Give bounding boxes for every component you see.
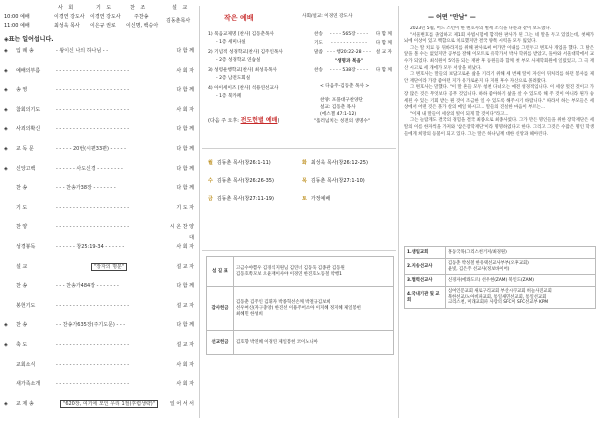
- weekday-preacher: 김동춘 목사(창27:1-10): [310, 178, 365, 184]
- staff-label-3: 선교헌금: [207, 331, 234, 355]
- staff-label-1: 섬 길 표: [207, 257, 234, 287]
- order-bullet: ◈: [4, 106, 8, 113]
- weekday-item: [208, 196, 274, 202]
- order-item-name: 기 도: [16, 204, 28, 211]
- devotion-paragraph: "이제 내 딸들이 세상의 빛이 되게 할 것이다"라고...: [410, 111, 509, 117]
- order-item-name: 교 독 문: [16, 146, 34, 152]
- order-item-name: 사죄의확신: [16, 126, 41, 133]
- schedule-time-2: 11:00 예배: [4, 23, 30, 29]
- order-row: [4, 360, 194, 370]
- order-item-detail: - - - - - - - - - - - - - - - - - - - - - -: [56, 224, 130, 231]
- weekday-preacher: 최성욱 목사(창26:12-25): [310, 160, 368, 166]
- staff-1-line-1: 고금수야쁨우 김경식지원님 김연너 김동욱 김종관 김동원: [236, 265, 345, 271]
- weekday-item: [302, 178, 365, 184]
- schedule-prayer-1: 이경연 강도사: [90, 14, 121, 20]
- staff-cell-2: [234, 287, 394, 331]
- order-bullet: ◈: [4, 87, 8, 94]
- order-item-name: 찬 양: [16, 224, 28, 231]
- devotion-paragraph: 그는 딸 치료 등 뒤바라지를 위해 판사로써 여가만 이내를 그런두고 변호사 개업을 했다. 그 탈은 앞을 볼 수는 없었지만 공부를 잘해 이모트로 유학가서 박사 학위를 받았고, 돌아와 서울대학에서 교수가 되었다. 최석원이 5억을 되는 재판 후 등원들과 함께 첫 부모 사제학회원에 일렀었고, 그 극 재산 시고로 세 개에가 모두 서상을 떠났다.: [404, 45, 594, 71]
- schedule-preacher: 김동춘목사: [166, 18, 191, 24]
- schedule-header-preacher: 설 교: [172, 5, 190, 11]
- small-service-sub-4: - 1층 북카페: [216, 94, 242, 99]
- order-item-detail: - - - - - - - - - - - - - - - - - - - - - -: [56, 381, 130, 388]
- order-item-leader: 다 함 께: [176, 283, 194, 290]
- order-item-leader: 사 회 자: [176, 361, 194, 368]
- afternoon-leader: 다 함 께: [375, 68, 392, 73]
- order-row: [4, 183, 194, 193]
- section-divider: [202, 250, 396, 251]
- schedule-special-1: 주찬송: [134, 14, 149, 20]
- order-item-name: 성경봉독: [16, 244, 36, 250]
- weekday-item: [302, 160, 368, 166]
- afternoon-label: 기도: [314, 41, 323, 46]
- weekday-day: 월: [208, 160, 213, 166]
- order-item-leader: 사 회 자: [176, 67, 194, 74]
- afternoon-detail: - - - - - - - - - - - -: [331, 41, 367, 46]
- devotion-body: [404, 26, 594, 238]
- order-bullet: ◈: [4, 165, 8, 172]
- column-divider: [398, 6, 399, 418]
- afternoon-row: [314, 32, 394, 38]
- order-item-leader: 기 도 자: [176, 204, 194, 211]
- afternoon-row: [314, 50, 394, 56]
- order-row: [4, 164, 194, 174]
- schedule-header-prayer: 기 도: [96, 5, 114, 11]
- devotion-paragraph: 그는 놀랍게도 결국의 경험을 결국 최종으로 최종사였다. 그가 만든 명인들을 위한 장학재단은 세 딸의 이름 한자씩을 가져와 '삼은장학재단'이라 명명하였다고 한다. 그리고 그것은 수많은 명인 학생들에게 희망의 등불이 되고 있다. 그는 딸은 하나님께 대한 신앙과 헤아린다.: [404, 118, 594, 137]
- news-table: [404, 246, 596, 309]
- news-value-2: [446, 259, 596, 275]
- order-item-detail: - - - - - - - - - - - - - - - - - - - - - -: [56, 302, 130, 309]
- staff-table: [206, 256, 394, 355]
- order-item-detail: "620장, 여기에 모인 우리 1절(후렴생략)": [60, 400, 158, 408]
- order-item-detail: - - - 찬송가38장 - - - - - - -: [56, 185, 116, 192]
- order-item-name: 참회의기도: [16, 106, 41, 113]
- small-service-item-3: 3) 성령운행학교[찬사] 최성욱목사: [208, 68, 277, 73]
- order-item-detail: - - - - - - - - - - - - - - - - - - - - - -: [56, 67, 130, 74]
- worship-order-column: [0, 0, 198, 424]
- afternoon-row: [314, 59, 394, 65]
- order-item-leader: 다 함 께: [176, 48, 194, 54]
- order-row: [4, 124, 194, 134]
- order-item-name: 축 도: [16, 342, 28, 348]
- weekday-preacher: 김동춘 목사(창26:26-35): [216, 178, 274, 184]
- news-label-4: 4.국내기관 및 교회: [405, 287, 446, 309]
- weekday-item: [208, 160, 271, 166]
- order-row: [4, 379, 194, 389]
- small-service-item-1: 1) 묵음교제명 [찬사] 김동춘목사: [208, 32, 274, 37]
- order-item-name: 찬 송: [16, 283, 28, 290]
- next-week-line-4: "흘러넘치는 성전의 생명수": [314, 119, 370, 124]
- weekday-day: 토: [302, 196, 307, 202]
- next-week-line-2: 설교: 김동춘 목사: [320, 105, 356, 110]
- schedule-header-leader: 사 회: [58, 5, 76, 11]
- order-item-detail: - - - - - - - - - - - - - - - - - - - - - -: [56, 106, 130, 113]
- devotion-paragraph: 2023년 5월, 어느 스턴이 한 변호사의 별세 소식을 다룬과 같이 보도했다.: [410, 26, 551, 31]
- news-2-line-2: 윤빛, 김은주 선교사(정보바이어): [448, 266, 510, 272]
- order-row: [4, 262, 194, 272]
- order-item-name: 새가족소개: [16, 381, 41, 388]
- order-item-leader: 사 회 자: [176, 106, 194, 113]
- afternoon-detail: "생명과 복음": [334, 59, 364, 64]
- order-item-detail: - - - - - - - - - - - - - - - - - - - - - -: [56, 126, 130, 133]
- order-bullet: ◈: [4, 342, 8, 348]
- order-item-leader: 설 교 자: [176, 263, 194, 270]
- schedule-header-special: 찬 조: [130, 5, 148, 11]
- afternoon-row: [314, 41, 394, 47]
- news-4-line-1: 심여인문교회 새로구리교회 부산시쿠교회 허늘사진교회: [448, 288, 552, 294]
- order-item-name: 봉헌기도: [16, 302, 36, 309]
- order-bullet: ◈: [4, 146, 8, 152]
- order-row: [4, 222, 194, 241]
- order-item-detail: - - - - - 20번(시편33편) - - - - -: [56, 146, 126, 152]
- staff-1-line-2: 김동호쪽모보 오윤재이사야 이경연 한진호노동철 약행1: [236, 271, 342, 277]
- order-row: [4, 340, 194, 350]
- next-week-afternoon-end: ): [277, 118, 280, 124]
- devotion-paragraph: "서울변호를 졸업하고 제1회 사법시험에 합격한 판사가 된 그는 네 딸을 두고 있었는데, 첫째가 뇌에 이상이 있고 백합으로 치료했지만 결국 양쪽 시력을 모두 잃었다.: [404, 32, 594, 45]
- order-item-name: 신앙고백: [16, 165, 36, 172]
- small-service-title: 작은 예배: [224, 14, 254, 22]
- afternoon-closing: < 다음주-김동춘 목사 >: [320, 84, 370, 89]
- next-week-line-1: 찬양: 포플대구찬양단: [320, 98, 363, 103]
- next-week-afternoon-link[interactable]: 전도헌별 예배: [240, 117, 278, 124]
- order-item-leader: 다 함 께: [176, 146, 194, 152]
- weekday-day: 금: [208, 196, 213, 202]
- order-item-detail: - - - - - - 창25:19-34 - - - - - -: [56, 244, 125, 250]
- section-divider: [202, 148, 396, 149]
- small-service-item-4: 4) 아이세이즈 [찬사] 석용연선교사: [208, 86, 279, 91]
- order-item-name: 찬 송: [16, 322, 28, 329]
- order-item-leader: 다 함 께: [176, 165, 194, 172]
- order-bullet: ◈: [4, 322, 8, 329]
- order-item-name: 예배의부름: [16, 67, 41, 74]
- weekday-preacher: 김동춘 목사(창27:11-19): [216, 196, 274, 202]
- order-item-detail: - - - - - - - - - - - - - - - - - - - - - -: [56, 87, 130, 94]
- order-row: [4, 85, 194, 95]
- staff-label-2: 감사헌금: [207, 287, 234, 331]
- devotion-column: [400, 0, 600, 424]
- order-row: [4, 66, 194, 76]
- next-week-line-3: (에스젤 47:1-12): [320, 112, 357, 117]
- order-title: ◈표는 일어섭니다.: [4, 36, 54, 43]
- afternoon-row: [314, 68, 394, 74]
- order-item-detail: - - 찬송가635장(주기도문) - - -: [56, 322, 126, 329]
- order-item-leader: 다 함 께: [176, 87, 194, 94]
- order-item-leader: 다 함 께: [176, 126, 194, 133]
- order-bullet: ◈: [4, 126, 8, 133]
- column-divider: [199, 6, 200, 418]
- schedule-prayer-2: 이은규 권로: [90, 23, 116, 29]
- small-service-sub-2: - 2층 성경학교 연습실: [216, 58, 261, 63]
- order-item-leader: 설 교 자: [176, 302, 194, 309]
- order-row: [4, 242, 194, 252]
- schedule-leader-2: 최성욱 목사: [54, 23, 80, 29]
- news-label-3: 3.협력선교사: [405, 275, 446, 287]
- order-item-leader: 사 회 자: [176, 381, 194, 388]
- order-item-detail: - 왕이신 나의 하나님 - -: [56, 48, 109, 54]
- order-row: [4, 301, 194, 311]
- staff-3-line-1: 김호향 박연혜 이경연 제일봉헌 코이노니아: [236, 339, 318, 345]
- small-service-sub-3: - 2층 남전도회실: [216, 76, 251, 81]
- order-item-detail: - - - - - - - - - - - - - - - - - - - - - -: [56, 204, 130, 211]
- afternoon-label: 말씀: [314, 50, 323, 55]
- order-item-leader: 일 어 서 서: [169, 400, 194, 407]
- news-2-line-1: 김동춘 박성철 한유택선교사부부(오후교회): [448, 260, 529, 266]
- news-4-line-2: 북한선교/노아비파교회, 통일새민선교회, 통일선교회: [448, 294, 547, 300]
- news-label-1: 1.생일교회: [405, 247, 446, 259]
- next-week-afternoon-label: (다음 주 오후:: [208, 118, 241, 124]
- afternoon-leader: 설 교 자: [375, 50, 392, 55]
- order-item-name: 찬 송: [16, 185, 28, 192]
- order-row: [4, 144, 194, 154]
- order-item-name: 입 례 송: [16, 48, 34, 54]
- news-label-2: 2.지송선교사: [405, 259, 446, 275]
- order-row: [4, 281, 194, 291]
- schedule-time-1: 10:00 예배: [4, 14, 30, 20]
- order-item-leader: 시 온 찬 양 대: [169, 224, 194, 241]
- order-bullet: ◈: [4, 48, 8, 54]
- order-row: [4, 399, 194, 409]
- order-item-leader: 사 회 자: [176, 244, 194, 250]
- schedule-special-2: 이신명, 백승아: [126, 23, 159, 29]
- small-service-item-2: 2) 기념적 성경학교[찬사] 김주인목사: [208, 50, 283, 55]
- order-item-detail: - - - - - - 사도신경 - - - - - - - -: [56, 165, 123, 172]
- order-item-detail: - - - - - - - - - - - - - - - - - - - - - -: [56, 342, 130, 348]
- schedule-leader-1: 이경연 강도사: [54, 14, 85, 20]
- order-item-name: 교 제 송: [16, 400, 34, 407]
- afternoon-label: 찬송: [314, 68, 323, 73]
- weekday-day: 목: [302, 178, 307, 184]
- staff-cell-1: [234, 257, 394, 287]
- order-item-leader: 설 교 자: [176, 342, 194, 348]
- weekday-day: 수: [208, 178, 213, 184]
- small-service-preacher: 사회/설교: 이경연 강도사: [302, 14, 353, 19]
- afternoon-detail: - - - 행20:22-28 - - -: [327, 50, 371, 55]
- devotion-paragraph: 그 변호사는 말했다. "이 딸 흔들 모두 청천 다녀오는 예전 성경적입니다. 이 세상 멋진 것이고 가장 많은 것은 무엇보다 공무 것입니다. 하하 좋아하기 삶을 살 수 있도록 해 주 것이 아니라 뭔가 숭세된 수 있는 기회 받는 뭔 것이 조금한 일 수 있도록 해주시기 바랍니다." 따라서 하는 부모들은 세상에서 어떤 것은 몰가 살의 매일 하시고... 딸들의 진실한 마음이 부르는...: [404, 85, 594, 111]
- afternoon-label: 찬송: [314, 32, 323, 37]
- order-item-name: 교회소식: [16, 361, 36, 368]
- order-item-detail: - - - - - - - - - - - - - - - - - - - - - -: [56, 361, 130, 368]
- order-row: [4, 105, 194, 115]
- afternoon-detail: - - - - 538장 - - - -: [329, 68, 369, 73]
- order-item-name: 설 교: [16, 263, 28, 270]
- devotion-paragraph: 그 변호사는 딸들의 보답고로운 삶을 기리기 위해 세 번째 딸이 자신이 뒤처리를 하던 봉사를 제안 재단이라 가장 좋아던 지가 유가로운지 다 지원 후수 자산으로 몰려왔다.: [404, 72, 594, 84]
- staff-2-line-2: 선우여신(자구충앙) 한진선 이용주어소아 이지혜 정지혜 제일봉헌: [236, 305, 361, 311]
- staff-cell-3: [234, 331, 394, 355]
- news-value-4: [446, 287, 596, 309]
- news-value-1: 홍동국목(그리스천거저/최경원): [446, 247, 596, 259]
- news-value-3: 신경자(에콰도르) 선우현(ZAM) 북인도(ZAM): [446, 275, 596, 287]
- order-item-detail: - - - 찬송가484장 - - - - - - -: [56, 283, 119, 290]
- staff-2-line-3: 최혜민 한성희: [236, 311, 263, 317]
- small-service-sub-1: - 1층 세미나실: [216, 40, 246, 45]
- order-item-detail: "장자의 명분": [91, 263, 127, 271]
- order-row: [4, 46, 194, 56]
- weekday-item: [302, 196, 330, 202]
- afternoon-detail: - - - - 565장 - - - -: [329, 32, 369, 37]
- order-bullet: ◈: [4, 400, 8, 407]
- afternoon-leader: 다 함 께: [375, 41, 392, 46]
- order-item-name: 송 영: [16, 87, 28, 94]
- order-row: [4, 203, 194, 213]
- devotion-title: — 어떤 "만남" —: [428, 14, 476, 21]
- weekday-preacher: 김동춘 목사(창26:1-11): [216, 160, 271, 166]
- small-service-column: [202, 0, 396, 424]
- order-item-leader: 다 함 께: [176, 185, 194, 192]
- order-item-leader: 다 함 께: [176, 322, 194, 329]
- order-row: [4, 320, 194, 330]
- order-bullet: ◈: [4, 67, 8, 74]
- news-4-line-3: 크리스천, 미래교회파 사랑의 SFC이 SFC선교부 KPM: [448, 300, 549, 306]
- weekday-item: [208, 178, 274, 184]
- weekday-day: 화: [302, 160, 307, 166]
- staff-2-line-1: 김동춘 김주인 김휘자 박종혁선손께 박철규김보희: [236, 299, 331, 305]
- afternoon-leader: 다 함 께: [375, 32, 392, 37]
- next-week-afternoon: [208, 118, 279, 124]
- weekday-preacher: 가정예배: [310, 196, 331, 202]
